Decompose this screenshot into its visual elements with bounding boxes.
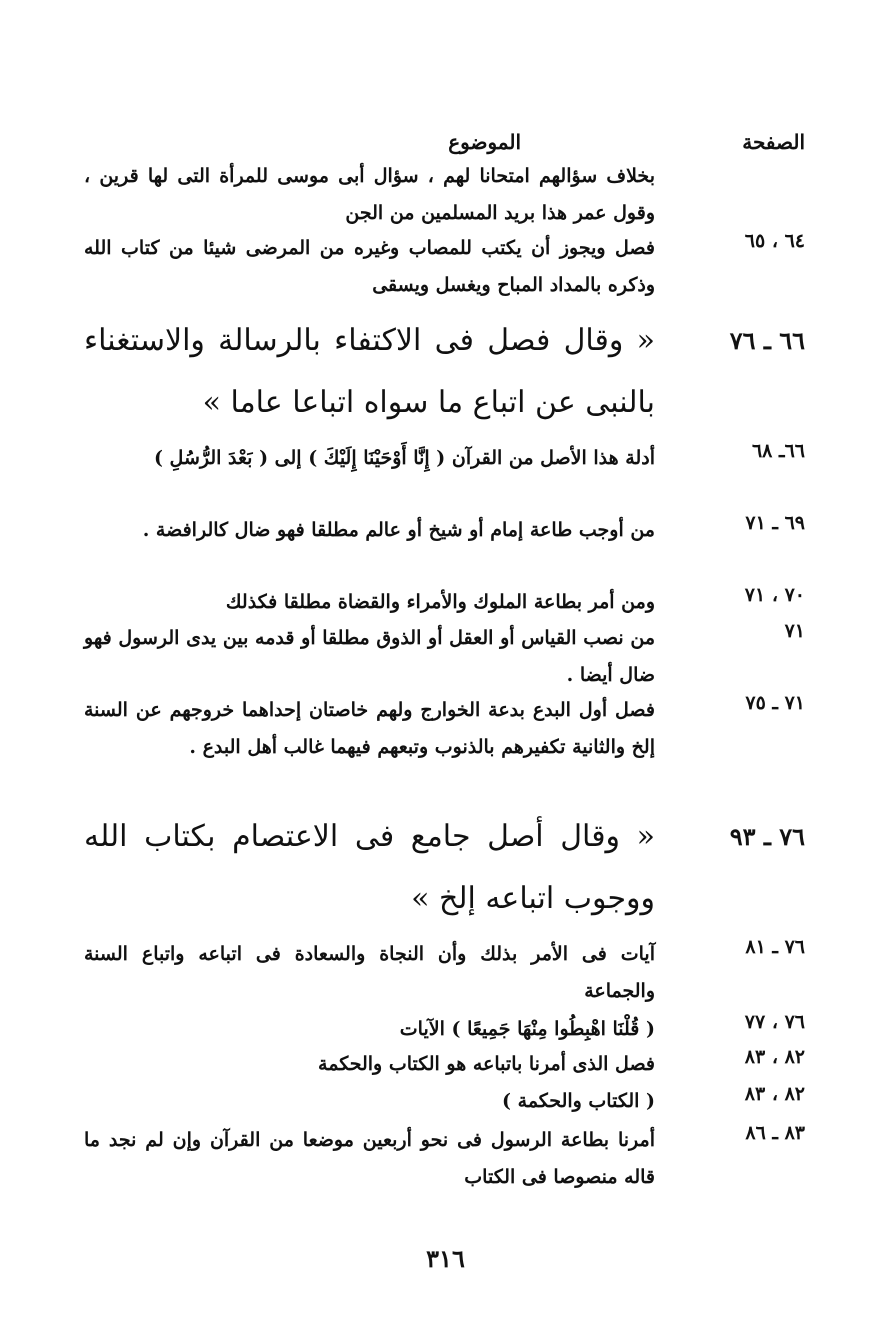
entry-text: ( قُلْنَا اهْبِطُوا مِنْهَا جَمِيعًا ) الآيات: [399, 1018, 655, 1040]
index-entry: [84, 158, 805, 232]
entry-text: ( الكتاب والحكمة ): [502, 1090, 655, 1112]
entry-pages: ٧٦ ، ٧٧: [744, 1011, 805, 1033]
entry-text: بخلاف سؤالهم امتحانا لهم ، سؤال أبى موسى للمرأة التى لها قرين ، وقول عمر هذا بريد المسلمين من الجن: [84, 165, 655, 224]
index-entry: [84, 584, 805, 621]
entry-pages: ٦٤ ، ٦٥: [744, 230, 805, 252]
entry-text: من أوجب طاعة إمام أو شيخ أو عالم مطلقا فهو ضال كالرافضة .: [142, 519, 655, 541]
entry-pages: ٨٣ ـ ٨٦: [745, 1122, 805, 1144]
entry-pages: ٦٦ـ ٦٨: [751, 440, 805, 462]
index-entry: [84, 440, 805, 477]
entry-text: فصل ويجوز أن يكتب للمصاب وغيره من المرضى شيئا من كتاب الله وذكره بالمداد المباح ويغسل ويسقى: [84, 237, 655, 296]
entry-pages: ٧٦ ـ ٩٣: [729, 822, 805, 851]
entry-pages: ٨٢ ، ٨٣: [744, 1046, 805, 1068]
entry-text: فصل أول البدع بدعة الخوارج ولهم خاصتان إحداهما خروجهم عن السنة إلخ والثانية تكفيرهم بالذنوب وتبعهم فيهما غالب أهل البدع .: [84, 699, 655, 758]
index-entry: [84, 512, 805, 549]
index-entry: [84, 1046, 805, 1083]
entry-pages: ٧١ ـ ٧٥: [745, 692, 805, 714]
index-entry: [84, 1011, 805, 1048]
entry-pages: ٧١: [784, 620, 805, 642]
entry-pages: ٦٩ ـ ٧١: [745, 512, 805, 534]
entry-pages: ٧٠ ، ٧١: [744, 584, 805, 606]
index-entry: [84, 1122, 805, 1196]
index-entry: [84, 936, 805, 1010]
index-entry: [84, 692, 805, 766]
entry-pages: ٧٦ ـ ٨١: [745, 936, 805, 958]
entry-text: آيات فى الأمر بذلك وأن النجاة والسعادة فى اتباعه واتباع السنة والجماعة: [84, 943, 655, 1002]
index-entry: [84, 230, 805, 304]
entry-text: « وقال فصل فى الاكتفاء بالرسالة والاستغناء بالنبى عن اتباع ما سواه اتباعا عاما »: [84, 323, 655, 420]
topic-column-heading: الموضوع: [448, 130, 521, 154]
entry-text: أدلة هذا الأصل من القرآن ( إِنَّا أَوْحَيْنَا إِلَيْكَ ) إلى ( بَعْدَ الرُّسُلِ ): [153, 447, 655, 469]
page-number: ٣١٦: [426, 1244, 465, 1273]
index-entry-major: [84, 310, 805, 434]
entry-text: من نصب القياس أو العقل أو الذوق مطلقا أو قدمه بين يدى الرسول فهو ضال أيضا .: [84, 627, 655, 686]
index-entry-major: [84, 806, 805, 930]
index-entry: [84, 620, 805, 694]
entry-pages: ٦٦ ـ ٧٦: [729, 326, 805, 355]
index-entry: [84, 1083, 805, 1120]
entry-pages: ٨٢ ، ٨٣: [744, 1083, 805, 1105]
entry-text: فصل الذى أمرنا باتباعه هو الكتاب والحكمة: [318, 1053, 655, 1075]
entry-text: ومن أمر بطاعة الملوك والأمراء والقضاة مطلقا فكذلك: [225, 591, 655, 613]
entry-text: أمرنا بطاعة الرسول فى نحو أربعين موضعا من القرآن وإن لم نجد ما قاله منصوصا فى الكتاب: [84, 1129, 655, 1188]
entry-text: « وقال أصل جامع فى الاعتصام بكتاب الله ووجوب اتباعه إلخ »: [84, 819, 655, 916]
page-column-heading: الصفحة: [742, 130, 805, 154]
